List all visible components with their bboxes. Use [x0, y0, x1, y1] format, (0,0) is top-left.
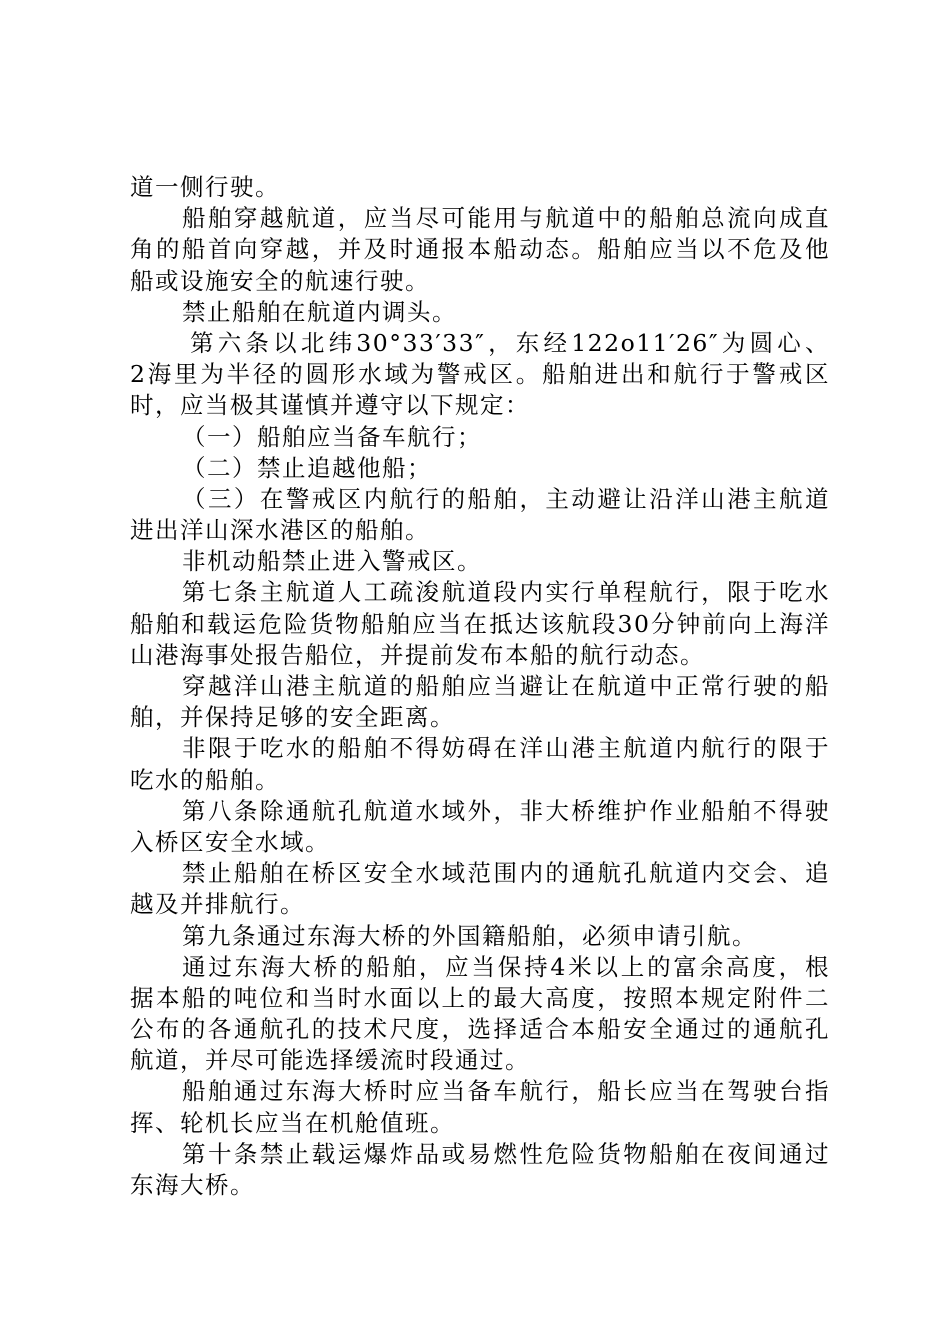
text-line: 2海里为半径的圆形水域为警戒区。船舶进出和航行于警戒区	[130, 360, 830, 389]
text-line: 第十条禁止载运爆炸品或易燃性危险货物船舶在夜间通过	[182, 1139, 830, 1168]
text-line: 第八条除通航孔航道水域外，非大桥维护作业船舶不得驶	[182, 796, 830, 825]
text-line: 船或设施安全的航速行驶。	[130, 266, 430, 295]
text-line: 船舶和载运危险货物船舶应当在抵达该航段30分钟前向上海洋	[130, 609, 830, 638]
text-line: 山港海事处报告船位，并提前发布本船的航行动态。	[130, 640, 705, 669]
text-line: 挥、轮机长应当在机舱值班。	[130, 1108, 455, 1137]
text-line: 越及并排航行。	[130, 890, 305, 919]
text-line: 第七条主航道人工疏浚航道段内实行单程航行，限于吃水	[182, 578, 830, 607]
text-line: 据本船的吨位和当时水面以上的最大高度，按照本规定附件二	[130, 983, 830, 1012]
text-line: 第六条以北纬30°33′33″，东经122o11′26″为圆心、	[190, 328, 830, 357]
text-line: 舶，并保持足够的安全距离。	[130, 703, 455, 732]
text-line: 航道，并尽可能选择缓流时段通过。	[130, 1046, 530, 1075]
text-line: （二）禁止追越他船；	[182, 453, 432, 482]
text-line: 禁止船舶在桥区安全水域范围内的通航孔航道内交会、追	[182, 859, 830, 888]
text-line: 船舶通过东海大桥时应当备车航行，船长应当在驾驶台指	[182, 1077, 830, 1106]
text-line: 进出洋山深水港区的船舶。	[130, 516, 430, 545]
text-line: 船舶穿越航道，应当尽可能用与航道中的船舶总流向成直	[182, 204, 830, 233]
text-line: 公布的各通航孔的技术尺度，选择适合本船安全通过的通航孔	[130, 1015, 830, 1044]
document-body	[130, 172, 830, 1201]
text-line: 道一侧行驶。	[130, 173, 280, 201]
text-line: 角的船首向穿越，并及时通报本船动态。船舶应当以不危及他	[130, 235, 830, 264]
text-line: （三）在警戒区内航行的船舶，主动避让沿洋山港主航道	[182, 484, 830, 513]
text-line: 非限于吃水的船舶不得妨碍在洋山港主航道内航行的限于	[182, 734, 830, 763]
text-line: 时，应当极其谨慎并遵守以下规定：	[130, 391, 530, 420]
text-line: 穿越洋山港主航道的船舶应当避让在航道中正常行驶的船	[182, 672, 830, 700]
text-line: 第九条通过东海大桥的外国籍船舶，必须申请引航。	[182, 921, 757, 950]
text-line: （一）船舶应当备车航行；	[182, 422, 482, 451]
text-line: 非机动船禁止进入警戒区。	[182, 547, 482, 576]
text-line: 通过东海大桥的船舶，应当保持4米以上的富余高度，根	[182, 952, 830, 981]
text-line: 入桥区安全水域。	[130, 827, 330, 856]
text-line: 吃水的船舶。	[130, 765, 280, 794]
text-line: 东海大桥。	[130, 1171, 255, 1199]
text-line: 禁止船舶在航道内调头。	[182, 297, 457, 326]
